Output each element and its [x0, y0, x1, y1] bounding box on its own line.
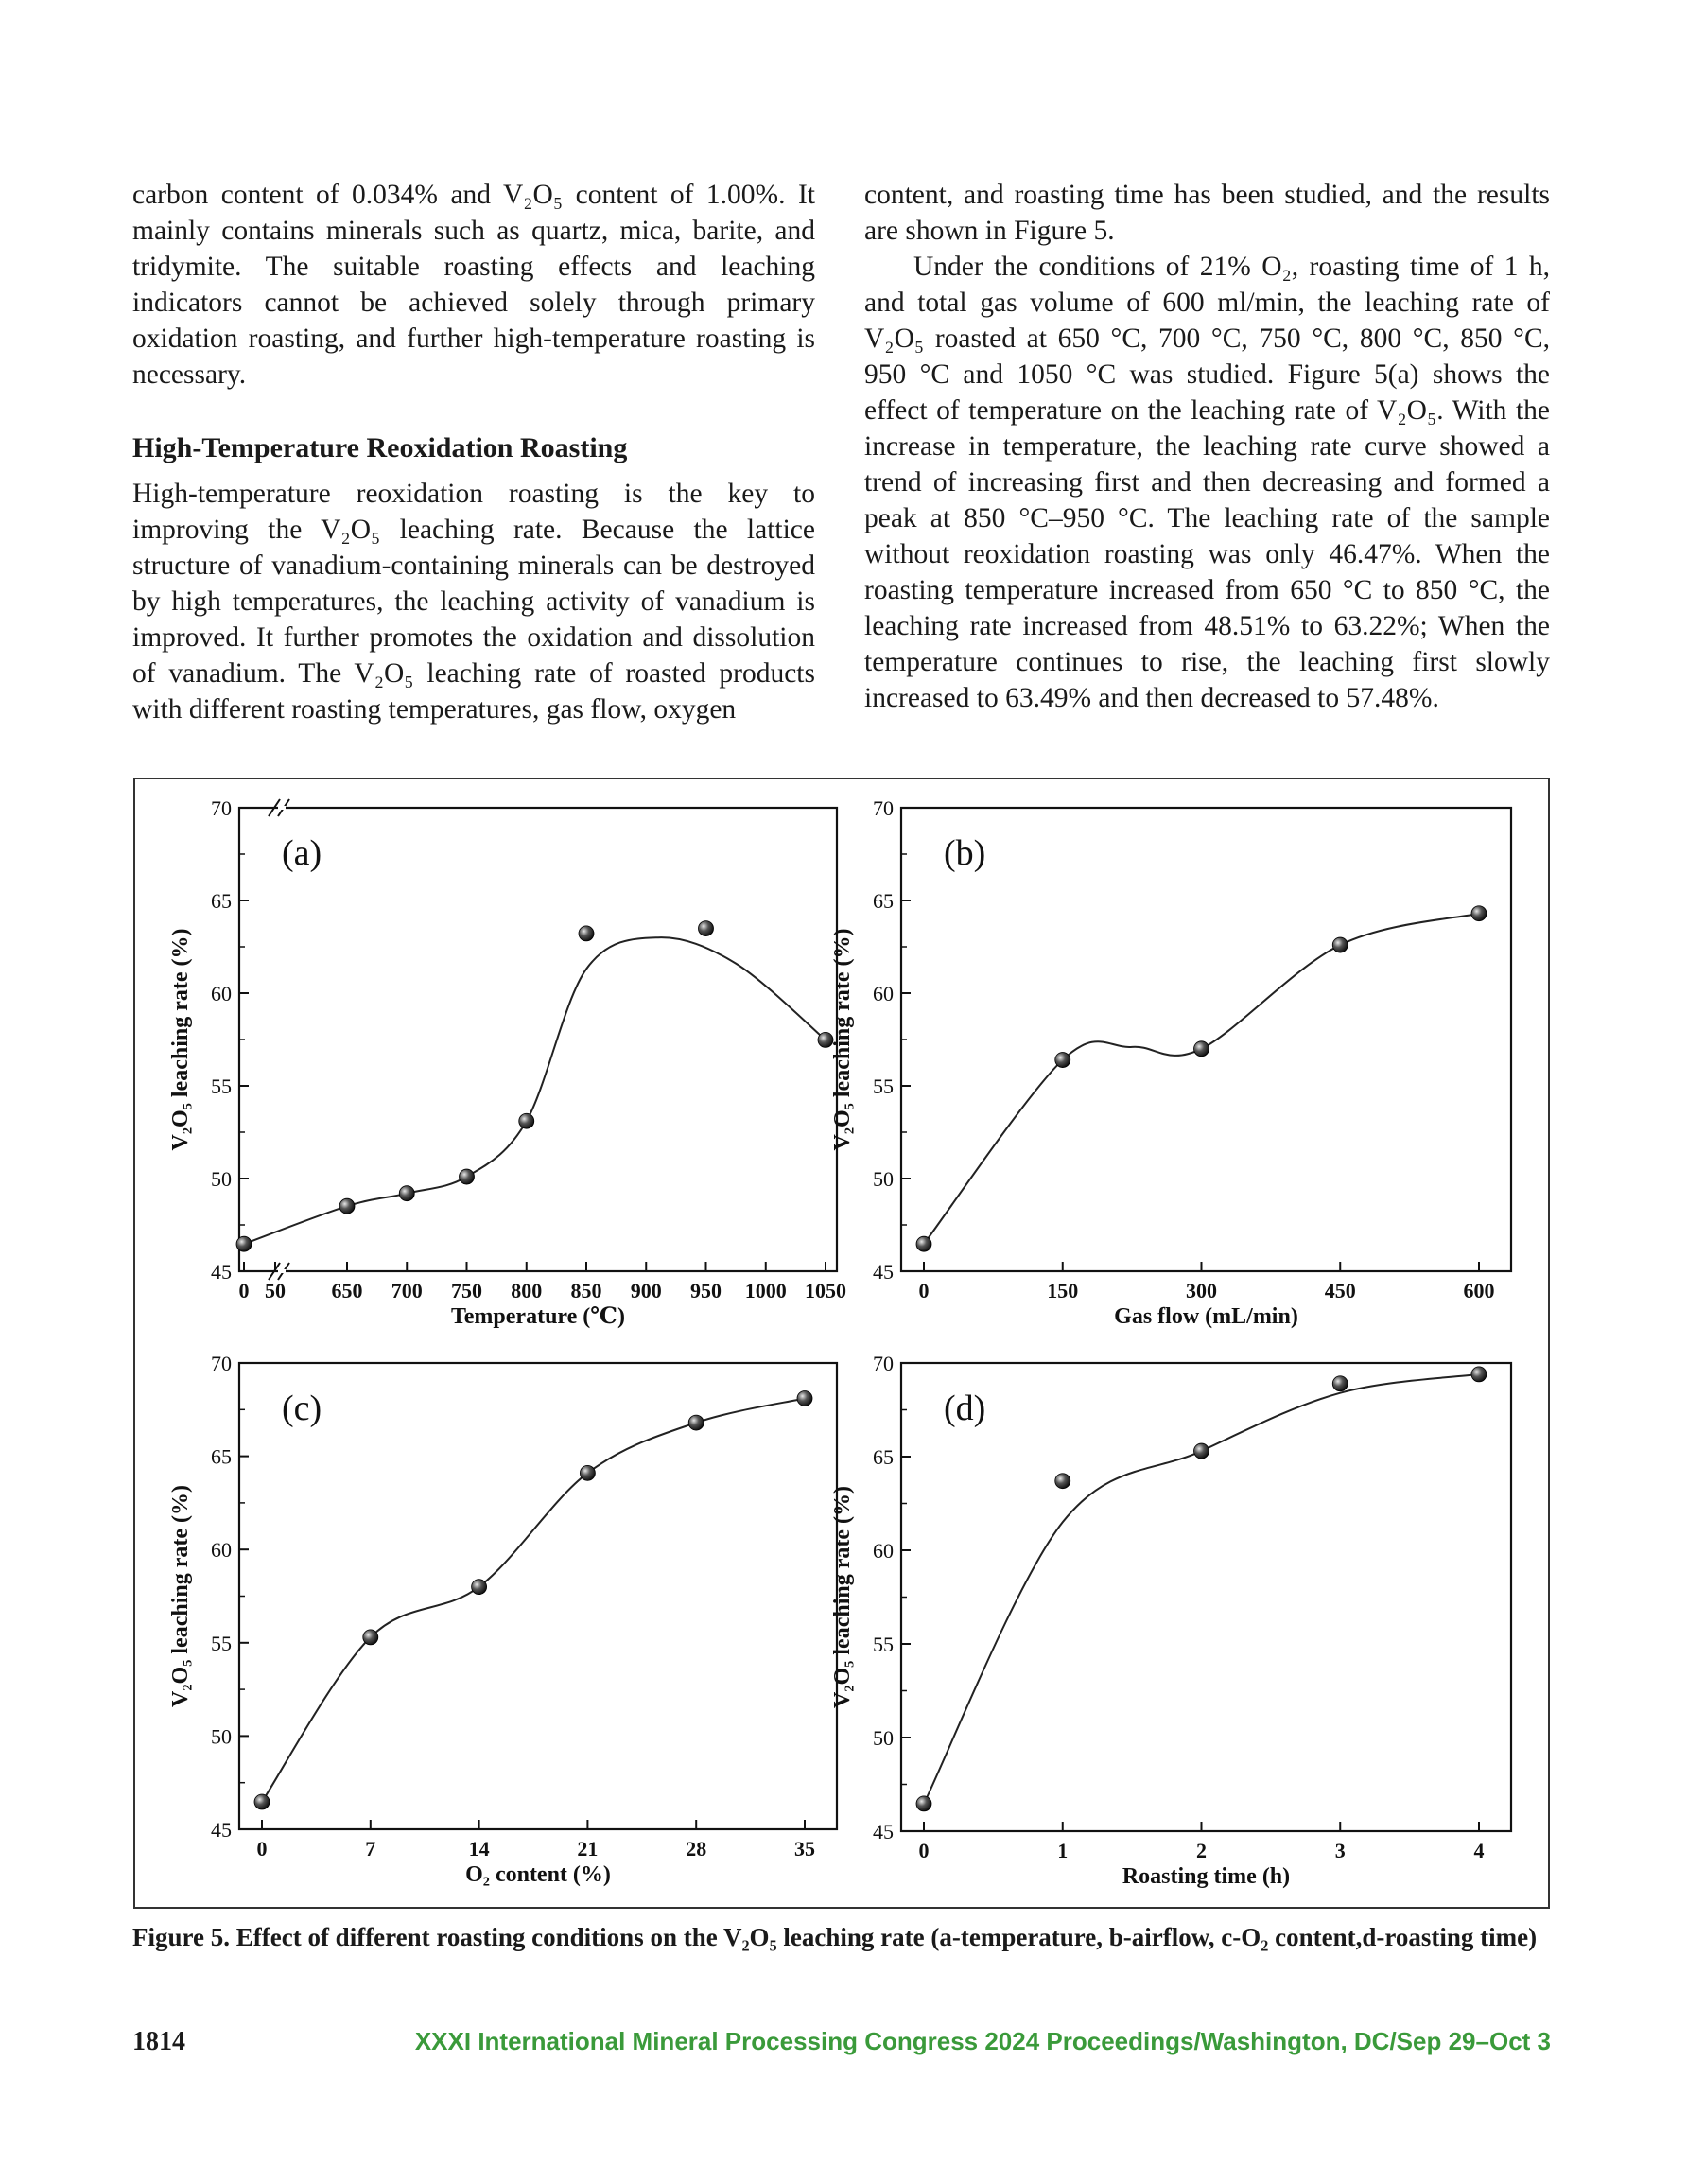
- plot-frame: [901, 1363, 1511, 1831]
- x-tick-label: 900: [630, 1279, 662, 1302]
- data-point: [1332, 937, 1348, 952]
- y-tick-label: 50: [211, 1167, 232, 1191]
- panel-label: (c): [282, 1389, 322, 1428]
- y-tick-label: 50: [873, 1167, 894, 1191]
- x-tick-label: 300: [1186, 1279, 1217, 1302]
- y-axis-label: V₂O₅ leaching rate (%): [168, 928, 193, 1151]
- y-tick-label: 50: [873, 1726, 894, 1750]
- y-tick-label: 70: [211, 796, 232, 820]
- figure-5: [133, 778, 1550, 1909]
- data-point: [399, 1186, 414, 1201]
- chart-panel-d: [830, 1352, 1511, 1889]
- data-point: [363, 1630, 378, 1645]
- body-paragraph: carbon content of 0.034% and V₂O₅ content of 1.00%. It mainly contains minerals such as quartz, mica, barite, and tridymite. The suitable roasting effects and leaching indicators cannot be achieved solely through primary oxidation roasting, and further high-temperature roasting is necessary.: [132, 180, 815, 390]
- y-tick-label: 65: [211, 889, 232, 913]
- y-axis-label: V₂O₅ leaching rate (%): [168, 1484, 193, 1708]
- x-tick-label: 1000: [744, 1279, 787, 1302]
- data-point: [579, 926, 594, 941]
- x-axis-label: Temperature (℃): [450, 1304, 626, 1329]
- y-tick-label: 70: [211, 1352, 232, 1375]
- panel-label: (d): [944, 1389, 986, 1428]
- x-axis-label: O₂ content (%): [465, 1862, 611, 1887]
- data-point: [1055, 1474, 1070, 1489]
- y-tick-label: 65: [211, 1444, 232, 1469]
- data-point: [236, 1236, 252, 1251]
- right-column: [864, 177, 1550, 716]
- x-axis-label: Gas flow (mL/min): [1114, 1304, 1298, 1329]
- data-point: [519, 1113, 534, 1128]
- section-heading: High-Temperature Reoxidation Roasting: [132, 432, 628, 463]
- plot-frame: [901, 808, 1511, 1271]
- x-tick-label: 0: [918, 1839, 930, 1862]
- x-tick-label: 700: [391, 1279, 423, 1302]
- x-tick-label: 650: [331, 1279, 363, 1302]
- data-point: [797, 1390, 812, 1406]
- x-tick-label: 450: [1324, 1279, 1356, 1302]
- y-tick-label: 45: [873, 1260, 894, 1284]
- x-tick-label: 1050: [805, 1279, 846, 1302]
- plot-frame: [239, 1363, 837, 1829]
- x-tick-label: 950: [690, 1279, 722, 1302]
- page-number: 1814: [132, 2027, 185, 2056]
- x-tick-label: 7: [365, 1837, 376, 1861]
- y-tick-label: 50: [211, 1724, 232, 1749]
- y-tick-label: 55: [211, 1075, 232, 1098]
- data-point: [688, 1415, 704, 1430]
- x-axis-label: Roasting time (h): [1122, 1864, 1291, 1889]
- y-tick-label: 55: [873, 1075, 894, 1098]
- data-point: [916, 1236, 931, 1251]
- data-point: [1471, 1367, 1487, 1382]
- data-point: [1332, 1376, 1348, 1391]
- chart-panel-a: [168, 796, 846, 1329]
- x-tick-label: 750: [451, 1279, 482, 1302]
- figure-caption: Figure 5. Effect of different roasting conditions on the V₂O₅ leaching rate (a-temperature, b-airflow, c-O₂ content,d-roasting time): [132, 1923, 1538, 1951]
- plot-frame: [239, 808, 837, 1271]
- body-paragraph: High-temperature reoxidation roasting is the key to improving the V₂O₅ leaching rate. Because the lattice structure of vanadium-containing minerals can be destroyed by high temperatures, the leaching activity of vanadium is improved. It further promotes the oxidation and dissolution of vanadium. The V₂O₅ leaching rate of roasted products with different roasting temperatures, gas flow, oxygen: [132, 479, 815, 725]
- conference-footer: XXXI International Mineral Processing Congress 2024 Proceedings/Washington, DC/Sep 29–Oct 3: [414, 2027, 1551, 2055]
- y-tick-label: 70: [873, 1352, 894, 1375]
- x-tick-label: 0: [238, 1279, 250, 1302]
- data-point: [339, 1198, 355, 1214]
- body-paragraph: Under the conditions of 21% O₂, roasting time of 1 h, and total gas volume of 600 ml/min, the leaching rate of V₂O₅ roasted at 650 °C, 700 °C, 750 °C, 800 °C, 850 °C, 950 °C and 1050 °C was studied. Figure 5(a) shows the effect of temperature on the leaching rate of V₂O₅. With the increase in temperature, the leaching rate curve showed a trend of increasing first and then decreasing and formed a peak at 850 °C–950 °C. The leaching rate of the sample without reoxidation roasting was only 46.47%. When the roasting temperature increased from 650 °C to 850 °C, the leaching rate increased from 48.51% to 63.22%; When the temperature continues to rise, the leaching first slowly increased to 63.49% and then decreased to 57.48%.: [864, 252, 1550, 713]
- y-tick-label: 60: [873, 1539, 894, 1563]
- fit-curve: [244, 937, 826, 1244]
- data-point: [254, 1794, 270, 1809]
- x-tick-label: 50: [265, 1279, 286, 1302]
- data-point: [1194, 1443, 1209, 1459]
- y-tick-label: 45: [211, 1260, 232, 1284]
- y-axis-label: V₂O₅ leaching rate (%): [830, 928, 855, 1151]
- y-tick-label: 45: [873, 1820, 894, 1843]
- data-point: [460, 1169, 475, 1184]
- y-tick-label: 65: [873, 889, 894, 913]
- x-tick-label: 35: [794, 1837, 815, 1861]
- fit-curve: [924, 914, 1479, 1244]
- y-tick-label: 60: [211, 982, 232, 1005]
- y-tick-label: 70: [873, 796, 894, 820]
- fit-curve: [924, 1374, 1479, 1804]
- data-point: [916, 1796, 931, 1811]
- chart-panel-c: [168, 1352, 837, 1887]
- x-tick-label: 0: [918, 1279, 930, 1302]
- x-tick-label: 2: [1196, 1839, 1207, 1862]
- y-tick-label: 45: [211, 1818, 232, 1842]
- x-tick-label: 150: [1047, 1279, 1079, 1302]
- panel-label: (a): [282, 833, 322, 873]
- left-column: [132, 177, 815, 727]
- x-tick-label: 1: [1057, 1839, 1069, 1862]
- x-tick-label: 0: [256, 1837, 268, 1861]
- x-tick-label: 800: [511, 1279, 543, 1302]
- data-point: [1194, 1041, 1209, 1057]
- fit-curve: [262, 1398, 805, 1802]
- x-tick-label: 600: [1463, 1279, 1495, 1302]
- figure-5-charts: [135, 779, 1548, 1907]
- body-paragraph: content, and roasting time has been studied, and the results are shown in Figure 5.: [864, 180, 1550, 246]
- data-point: [1471, 906, 1487, 921]
- y-tick-label: 65: [873, 1445, 894, 1469]
- x-tick-label: 4: [1473, 1839, 1485, 1862]
- x-tick-label: 3: [1334, 1839, 1346, 1862]
- x-tick-label: 21: [577, 1837, 599, 1861]
- data-point: [472, 1580, 487, 1595]
- y-tick-label: 60: [211, 1538, 232, 1563]
- data-point: [580, 1465, 595, 1480]
- chart-panel-b: [830, 796, 1511, 1329]
- x-tick-label: 14: [468, 1837, 490, 1861]
- x-tick-label: 28: [686, 1837, 707, 1861]
- y-tick-label: 60: [873, 982, 894, 1005]
- y-axis-label: V₂O₅ leaching rate (%): [830, 1485, 855, 1709]
- data-point: [1055, 1053, 1070, 1068]
- data-point: [699, 921, 714, 936]
- x-tick-label: 850: [570, 1279, 602, 1302]
- y-tick-label: 55: [873, 1633, 894, 1656]
- y-tick-label: 55: [211, 1631, 232, 1655]
- panel-label: (b): [944, 833, 986, 873]
